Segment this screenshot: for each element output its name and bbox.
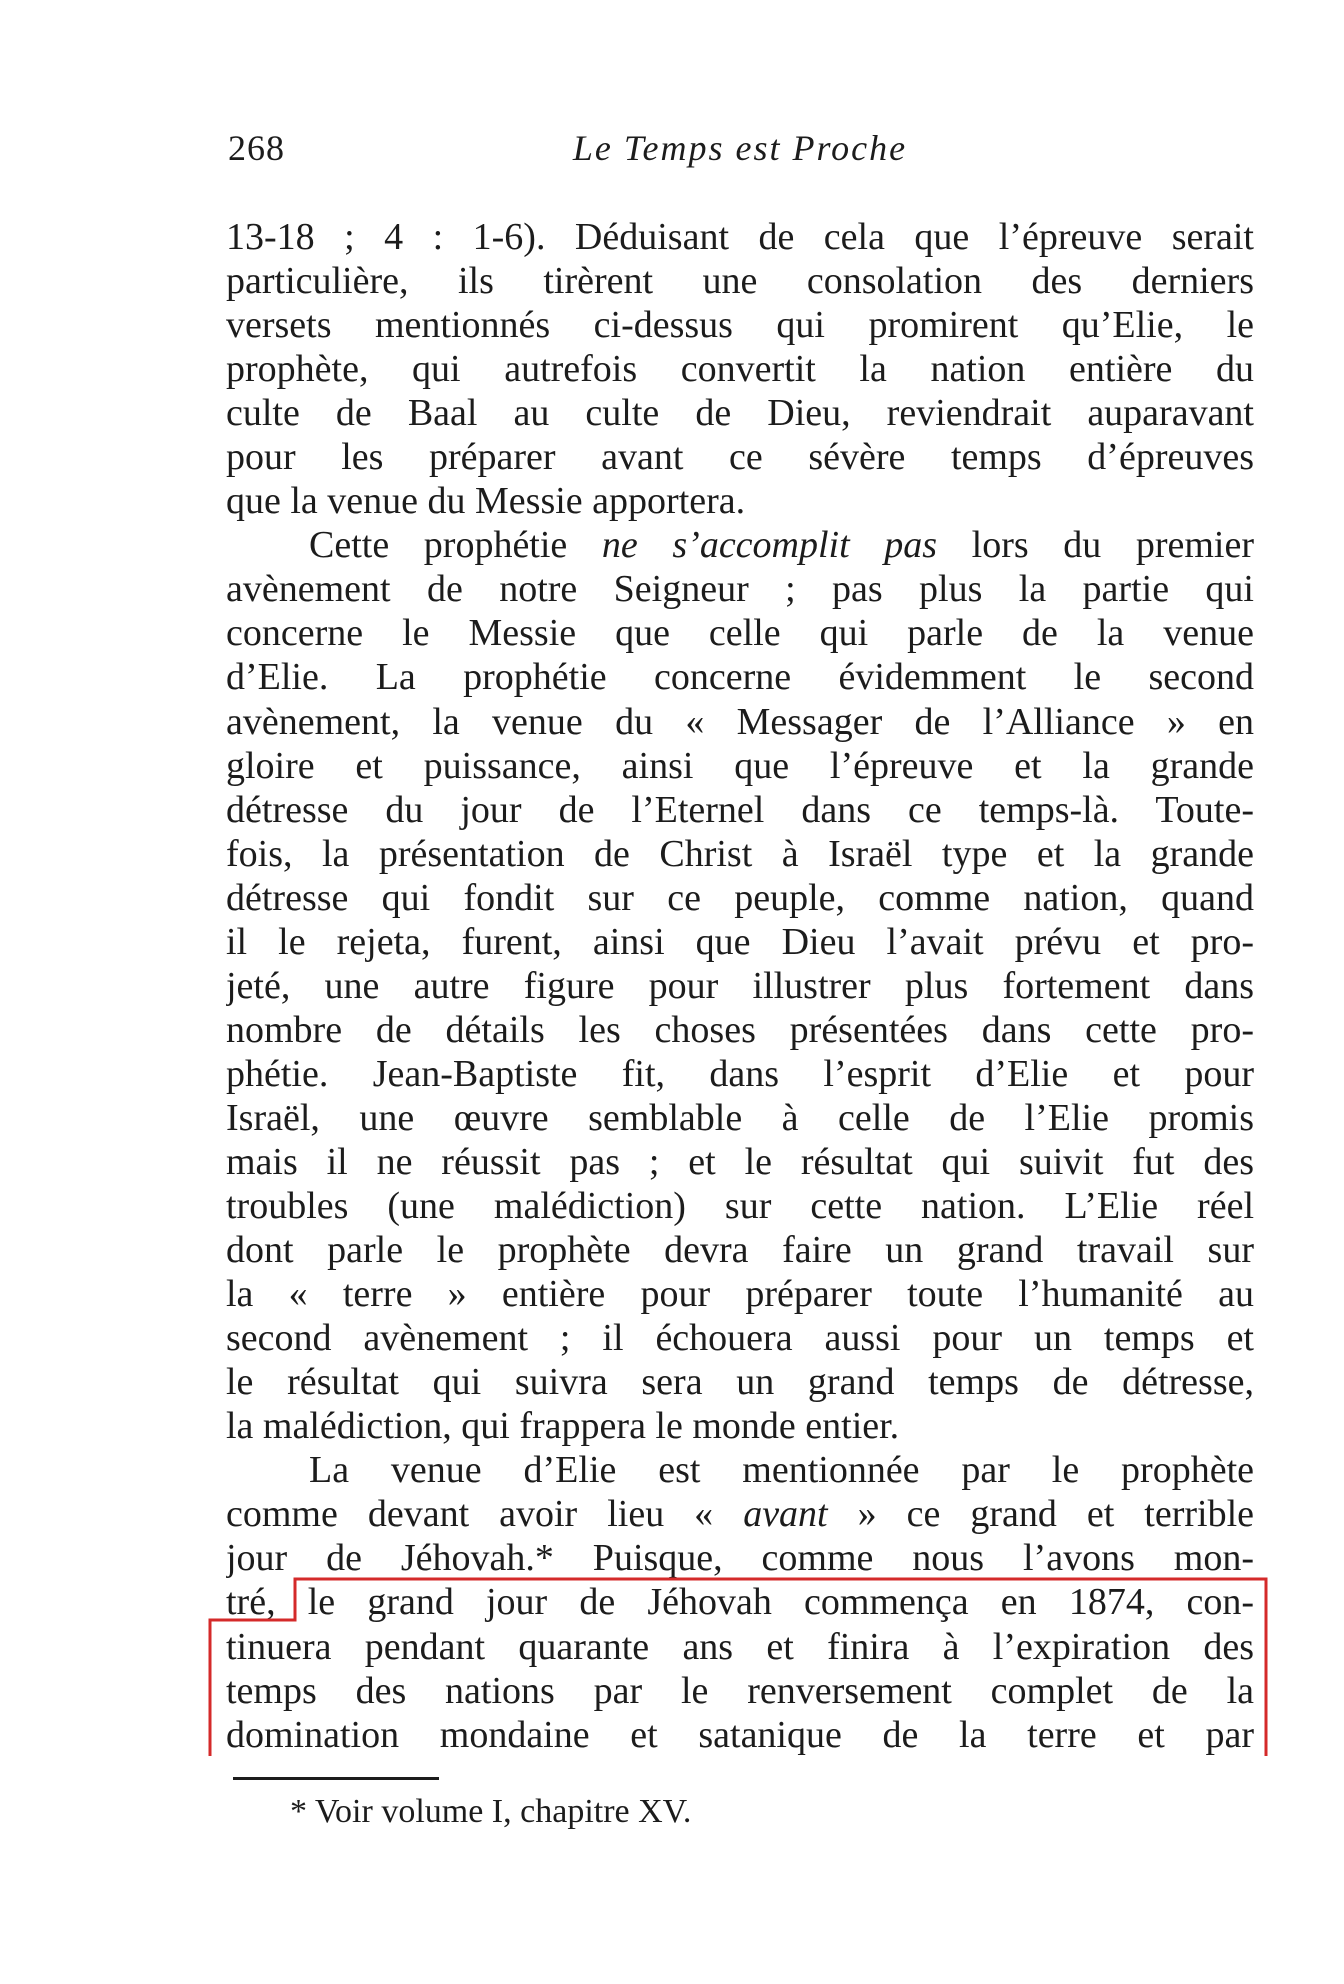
text-segment: Israël, une œuvre semblable à celle de l’Elie promis [226, 1096, 1254, 1139]
text-line [226, 523, 1254, 567]
text-line [226, 1669, 1254, 1713]
text-segment: détresse qui fondit sur ce peuple, comme nation, quand [226, 876, 1254, 919]
text-segment: lors du premier [937, 524, 1254, 567]
text-segment: jeté, une autre figure pour illustrer plus fortement dans [226, 964, 1254, 1007]
text-line [226, 744, 1254, 788]
text-segment: domination mondaine et satanique de la terre et par [226, 1713, 1254, 1756]
text-line [226, 655, 1254, 699]
text-segment: comme devant avoir lieu « [226, 1493, 744, 1536]
text-segment: tinuera pendant quarante ans et finira à l’expiration des [226, 1625, 1254, 1668]
text-line [226, 1008, 1254, 1052]
text-line [226, 1536, 1254, 1580]
text-line [226, 435, 1254, 479]
text-line [226, 876, 1254, 920]
text-segment: versets mentionnés ci-dessus qui promirent qu’Elie, le [226, 304, 1254, 347]
text-line [226, 832, 1254, 876]
text-segment: tré, le grand jour de Jéhovah commença en 1874, con- [226, 1581, 1254, 1624]
text-segment: temps des nations par le renversement complet de la [226, 1669, 1254, 1712]
running-title: Le Temps est Proche [572, 128, 908, 168]
text-segment: troubles (une malédiction) sur cette nation. L’Elie réel [226, 1185, 1254, 1228]
text-line [226, 700, 1254, 744]
text-line [226, 1448, 1254, 1492]
text-line [226, 1360, 1254, 1404]
text-line [226, 1713, 1254, 1757]
text-segment: phétie. Jean-Baptiste fit, dans l’esprit d’Elie et pour [226, 1052, 1254, 1095]
body-text [226, 215, 1254, 1757]
text-segment: second avènement ; il échouera aussi pour un temps et [226, 1317, 1254, 1360]
text-segment: le résultat qui suivra sera un grand temps de détresse, [226, 1361, 1254, 1404]
text-line [226, 1404, 1254, 1448]
text-segment: nombre de détails les choses présentées dans cette pro- [226, 1008, 1254, 1051]
text-segment: jour de Jéhovah.* Puisque, comme nous l’avons mon- [226, 1537, 1254, 1580]
text-line [226, 215, 1254, 259]
text-line [226, 1096, 1254, 1140]
text-line [226, 303, 1254, 347]
footnote-divider [233, 1777, 439, 1780]
text-line [226, 611, 1254, 655]
text-line [226, 964, 1254, 1008]
text-line [226, 259, 1254, 303]
text-line [226, 1140, 1254, 1184]
text-segment: pour les préparer avant ce sévère temps d’épreuves [226, 436, 1254, 479]
text-segment: mais il ne réussit pas ; et le résultat qui suivit fut des [226, 1140, 1254, 1183]
text-segment: gloire et puissance, ainsi que l’épreuve et la grande [226, 744, 1254, 787]
italic-text: avant [743, 1493, 828, 1536]
text-line [226, 920, 1254, 964]
italic-text: ne s’accomplit pas [601, 524, 938, 567]
page-number: 268 [228, 128, 285, 168]
text-segment: fois, la présentation de Christ à Israël type et la grande [226, 832, 1254, 875]
text-segment: dont parle le prophète devra faire un grand travail sur [226, 1229, 1254, 1272]
text-segment: concerne le Messie que celle qui parle de la venue [226, 612, 1254, 655]
text-segment: avènement, la venue du « Messager de l’Alliance » en [226, 700, 1254, 743]
text-line [226, 1316, 1254, 1360]
text-segment: la malédiction, qui frappera le monde entier. [226, 1405, 900, 1448]
text-line [226, 567, 1254, 611]
text-line [226, 1625, 1254, 1669]
text-line [226, 347, 1254, 391]
text-line [226, 788, 1254, 832]
text-line [226, 1052, 1254, 1096]
text-line [226, 479, 1254, 523]
text-segment: avènement de notre Seigneur ; pas plus la partie qui [226, 568, 1254, 611]
text-segment: il le rejeta, furent, ainsi que Dieu l’avait prévu et pro- [226, 920, 1254, 963]
text-line [226, 1228, 1254, 1272]
text-segment: » ce grand et terrible [827, 1493, 1254, 1536]
text-segment: détresse du jour de l’Eternel dans ce temps-là. Toute- [226, 788, 1254, 831]
text-segment: la « terre » entière pour préparer toute l’humanité au [226, 1273, 1254, 1316]
text-line [226, 1272, 1254, 1316]
text-line [226, 1580, 1254, 1624]
text-segment: Cette prophétie [309, 524, 602, 567]
text-line [226, 1184, 1254, 1228]
footnote: * Voir volume I, chapitre XV. [290, 1793, 692, 1830]
text-segment: que la venue du Messie apportera. [226, 480, 746, 523]
text-line [226, 1492, 1254, 1536]
text-segment: prophète, qui autrefois convertit la nation entière du [226, 348, 1254, 391]
text-segment: 13-18 ; 4 : 1-6). Déduisant de cela que l’épreuve serait [226, 216, 1254, 258]
text-segment: culte de Baal au culte de Dieu, reviendrait auparavant [226, 392, 1254, 435]
text-segment: La venue d’Elie est mentionnée par le prophète [309, 1449, 1254, 1492]
text-segment: particulière, ils tirèrent une consolation des derniers [226, 260, 1254, 303]
text-segment: d’Elie. La prophétie concerne évidemment le second [226, 656, 1254, 699]
text-line [226, 391, 1254, 435]
